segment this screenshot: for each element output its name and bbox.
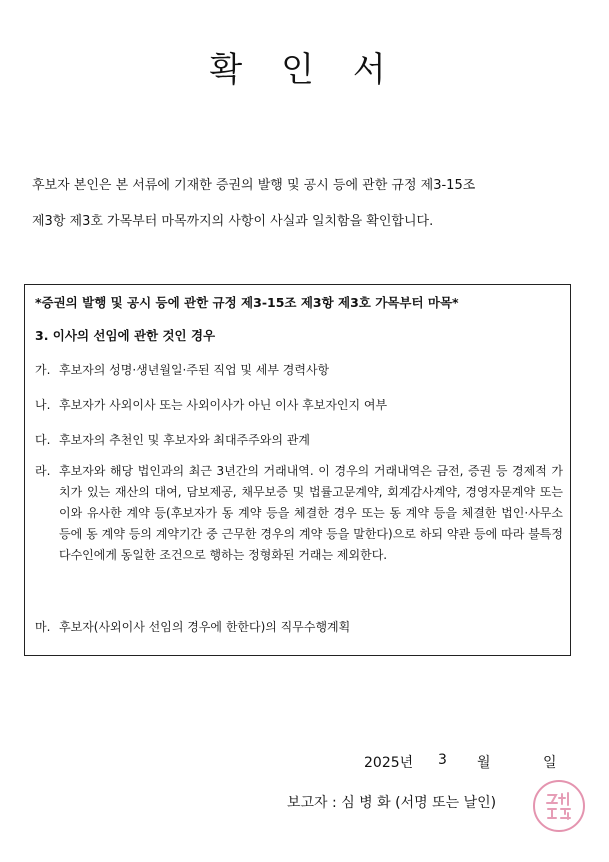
regulation-box — [24, 284, 571, 656]
item-marker: 가. — [35, 363, 51, 377]
item-marker: 마. — [35, 620, 51, 634]
intro-line-1: 후보자 본인은 본 서류에 기재한 증권의 발행 및 공시 등에 관한 규정 제3-15조 — [32, 178, 476, 193]
reporter-signature-line: 보고자 : 심 병 화 (서명 또는 날인) — [287, 795, 497, 811]
document-title: 확 인 서 — [209, 50, 400, 90]
item-text: 후보자와 해당 법인과의 최근 3년간의 거래내역. 이 경우의 거래내역은 금전, 증권 등 경제적 가치가 있는 재산의 대여, 담보제공, 채무보증 및 법률고문계약, 회계감사계약, 경영자문계약 또는 이와 유사한 계약 등(후보자가 동 계약 등을 체결한 경우 또는 동 계약 등을 체결한 법인·사무소 등에 동 계약 등의 계약기간 중 근무한 경우의 계약 등을 말한다)으로 하되 약관 등에 따라 불특정다수인에게 동일한 조건으로 행하는 정형화된 거래는 제외한다. — [59, 464, 563, 562]
regulation-subheading: 3. 이사의 선임에 관한 것인 경우 — [35, 328, 216, 343]
report-date — [0, 752, 609, 772]
regulation-item-ra — [35, 461, 563, 566]
date-month-unit: 월 — [477, 755, 491, 771]
regulation-item-ga — [35, 360, 563, 381]
regulation-heading: *증권의 발행 및 공시 등에 관한 규정 제3-15조 제3항 제3호 가목부터 마목* — [35, 295, 459, 310]
intro-line-2: 제3항 제3호 가목부터 마목까지의 사항이 사실과 일치함을 확인합니다. — [32, 214, 434, 229]
regulation-item-da — [35, 430, 563, 451]
item-marker: 나. — [35, 398, 51, 412]
item-marker: 다. — [35, 433, 51, 447]
date-day-unit: 일 — [543, 755, 557, 771]
date-year: 2025년 — [364, 755, 414, 771]
item-marker: 라. — [35, 464, 51, 478]
item-text: 후보자(사외이사 선임의 경우에 한한다)의 직무수행계획 — [59, 620, 351, 634]
seal-stamp-icon — [533, 780, 585, 832]
seal-glyph-icon — [542, 789, 576, 823]
regulation-item-ma — [35, 617, 563, 638]
date-month: 3 — [438, 752, 447, 768]
regulation-item-na — [35, 395, 563, 416]
item-text: 후보자가 사외이사 또는 사외이사가 아닌 이사 후보자인지 여부 — [59, 398, 388, 412]
item-text: 후보자의 성명·생년월일·주된 직업 및 세부 경력사항 — [59, 363, 330, 377]
item-text: 후보자의 추천인 및 후보자와 최대주주와의 관계 — [59, 433, 310, 447]
